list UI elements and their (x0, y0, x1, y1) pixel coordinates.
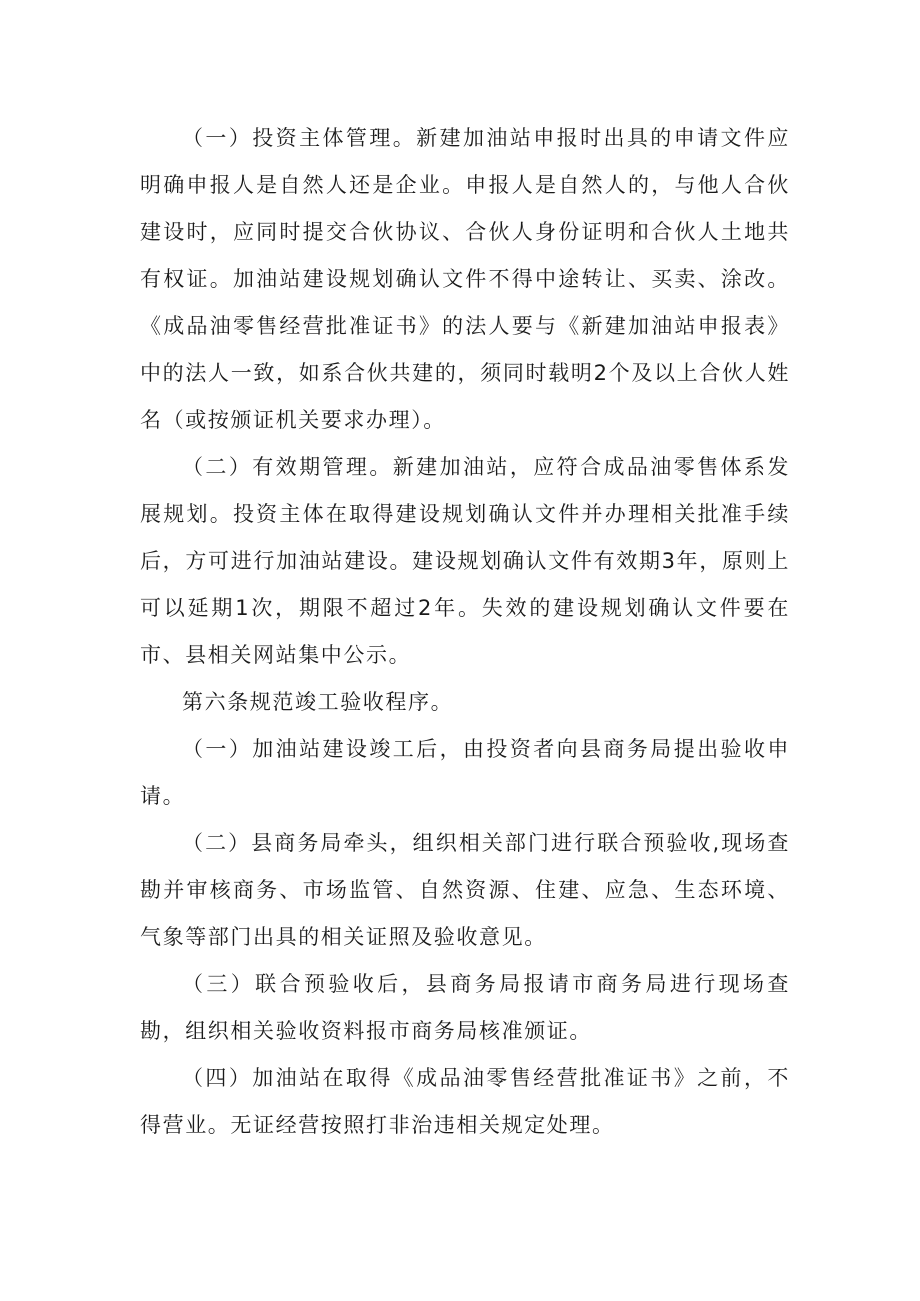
article-heading-six: 第六条规范竣工验收程序。 (182, 690, 454, 714)
paragraph-city-approval: （三）联合预验收后，县商务局报请市商务局进行现场查勘，组织相关验收资料报市商务局核准颁证。 (140, 972, 790, 1043)
paragraph-acceptance-application: （一）加油站建设竣工后，由投资者向县商务局提出验收申请。 (140, 737, 790, 808)
paragraph-validity-management: （二）有效期管理。新建加油站，应符合成品油零售体系发展规划。投资主体在取得建设规划确认文件并办理相关批准手续后，方可进行加油站建设。建设规划确认文件有效期3年，原则上可以延期1次，期限不超过2年。失效的建设规划确认文件要在市、县相关网站集中公示。 (140, 455, 790, 667)
paragraph-joint-pre-acceptance: （二）县商务局牵头，组织相关部门进行联合预验收,现场查勘并审核商务、市场监管、自然资源、住建、应急、生态环境、气象等部门出具的相关证照及验收意见。 (140, 831, 790, 949)
paragraph-no-operation-without-license: （四）加油站在取得《成品油零售经营批准证书》之前，不得营业。无证经营按照打非治违相关规定处理。 (140, 1066, 790, 1137)
paragraph-investment-management: （一）投资主体管理。新建加油站申报时出具的申请文件应明确申报人是自然人还是企业。申报人是自然人的，与他人合伙建设时，应同时提交合伙协议、合伙人身份证明和合伙人土地共有权证。加油站建设规划确认文件不得中途转让、买卖、涂改。《成品油零售经营批准证书》的法人要与《新建加油站申报表》中的法人一致，如系合伙共建的，须同时载明2个及以上合伙人姓名（或按颁证机关要求办理）。 (140, 126, 790, 432)
document-body (140, 115, 790, 1149)
